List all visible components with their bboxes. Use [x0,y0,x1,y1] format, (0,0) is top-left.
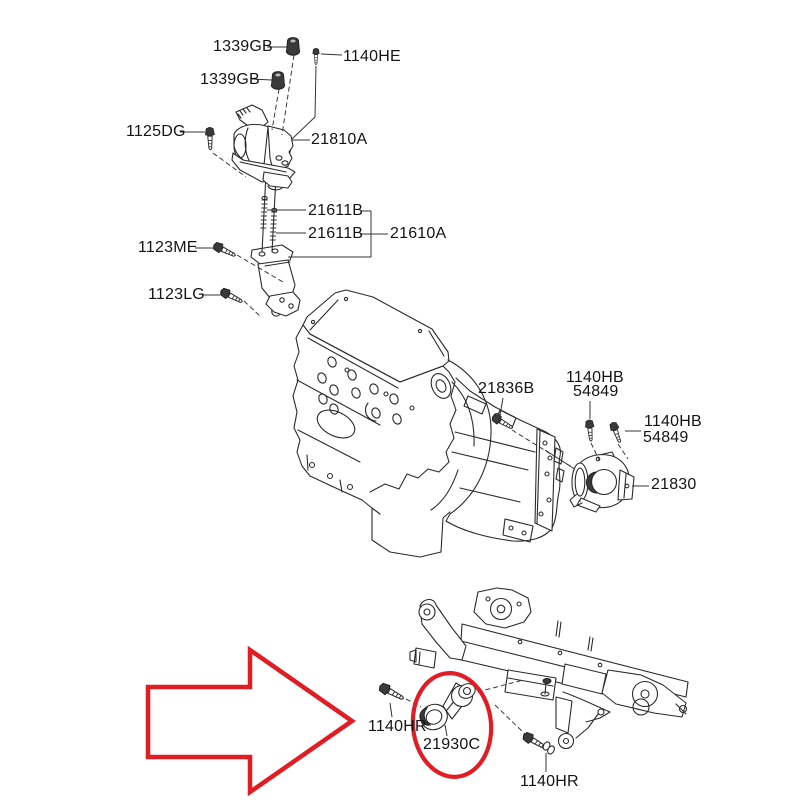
part-label-21930c: 21930C [423,736,481,753]
part-label-21810a: 21810A [311,131,368,148]
part-label-1140hr-1: 1140HR [368,718,427,735]
part-label-1140hr-2: 1140HR [520,773,579,790]
bolt-1140hr-1 [377,681,405,703]
part-label-1125dg: 1125DG [126,123,186,140]
bolt-1140hb-1 [585,420,595,442]
flange-nuts [271,38,299,90]
part-label-1140he: 1140HE [343,48,401,65]
part-label-21610a: 21610A [390,225,447,242]
part-label-1339gb-2: 1339GB [200,71,260,88]
bolt-1123lg [219,287,245,306]
subframe-crossmember-drawing [410,588,688,749]
part-label-21611b-2: 21611B [308,225,364,242]
bolt-1140hb-2 [609,421,624,444]
part-label-1140hb-1: 1140HB [566,369,624,386]
engine-mount-bracket-drawing [232,105,295,190]
bolt-1123me [212,241,238,260]
part-label-1123me: 1123ME [138,239,198,256]
bolt-1140he [313,48,319,64]
spacer-sleeve [542,741,556,755]
bolt-1125dg [205,127,215,150]
part-label-21830: 21830 [651,476,697,493]
part-label-1140hb-2: 1140HB [644,413,702,430]
part-label-21611b-1: 21611B [308,202,364,219]
part-label-54849-2: 54849 [643,429,689,446]
part-label-21836b: 21836B [478,380,535,397]
part-label-54849-1: 54849 [573,383,619,400]
engine-support-bracket-drawing [251,245,300,316]
part-label-1339gb-1: 1339GB [213,38,273,55]
engine-transmission-drawing [293,290,576,557]
part-label-1123lg: 1123LG [148,286,205,303]
red-arrow [148,650,352,792]
transmission-mount-drawing [570,452,634,512]
